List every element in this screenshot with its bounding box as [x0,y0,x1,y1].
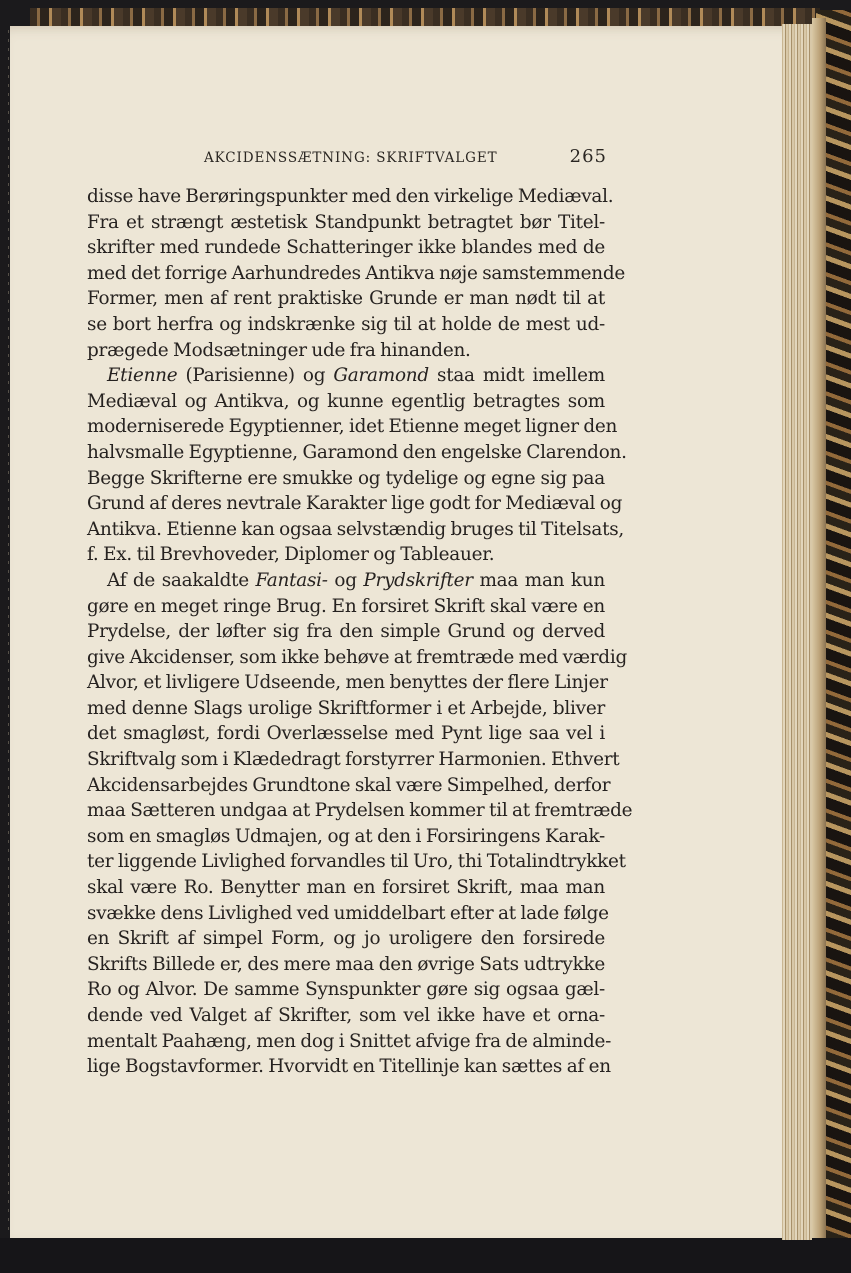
text-line: halvsmalle Egyptienne, Garamond den engelske Clarendon. [87,441,627,463]
text-line: se bort herfra og indskrænke sig til at holde de mest ud- [87,313,605,335]
text-line [87,568,605,594]
text-line: Grund af deres nevtrale Karakter lige godt for Mediæval og [87,493,623,515]
text-line: Former, men af rent praktiske Grunde er man nødt til at [87,288,605,310]
body-text [87,184,633,1080]
text-line: Mediæval og Antikva, og kunne egentlig betragtes som [87,390,605,412]
page-number: 265 [569,146,607,167]
italic-term: Prydskrifter [363,569,473,591]
italic-term: Etienne [107,365,178,387]
text-line: ter liggende Livlighed forvandles til Uro, thi Totalindtrykket [87,851,626,873]
text-line: disse have Berøringspunkter med den virkelige Mediæval. [87,186,614,207]
text-line: Alvor, et livligere Udseende, men benyttes der flere Linjer [87,672,608,694]
text-run: (Parisienne) og [177,365,334,387]
text-line [87,363,605,389]
running-head [87,146,617,170]
text-line: som en smagløs Udmajen, og at den i Forsiringens Karak- [87,825,605,847]
text-line: Fra et strængt æstetisk Standpunkt betragtet bør Titel- [87,211,605,233]
text-line: moderniserede Egyptienner, idet Etienne meget ligner den [87,416,618,438]
text-line: mentalt Paahæng, men dog i Snittet afvige fra de alminde- [87,1030,612,1052]
text-line: med denne Slags urolige Skriftformer i et Arbejde, bliver [87,697,605,719]
text-line: gøre en meget ringe Brug. En forsiret Skrift skal være en [87,595,605,617]
gutter-marks [8,30,9,1230]
bottom-cover [0,1238,851,1273]
text-line: skal være Ro. Benytter man en forsiret Skrift, maa man [87,877,605,899]
text-line: Antikva. Etienne kan ogsaa selvstændig bruges til Titelsats, [87,518,624,540]
running-title: AKCIDENSSÆTNING: SKRIFTVALGET [204,150,498,166]
text-run: Af de saakaldte [107,569,256,591]
text-line: give Akcidenser, som ikke behøve at fremtræde med værdig [87,646,627,668]
text-line: Akcidensarbejdes Grundtone skal være Simpelhed, derfor [87,774,611,796]
text-line: med det forrige Aarhundredes Antikva nøje samstemmende [87,262,626,284]
text-line: maa Sætteren undgaa at Prydelsen kommer til at fremtræde [87,800,633,822]
text-run: og [327,569,364,591]
text-line: det smagløst, fordi Overlæsselse med Pynt lige saa vel i [87,723,605,745]
text-line: Skriftvalg som i Klædedragt forstyrrer Harmonien. Ethvert [87,749,620,771]
text-line: Skrifts Billede er, des mere maa den øvrige Sats udtrykke [87,953,605,975]
italic-term: Garamond [333,365,429,387]
text-line: dende ved Valget af Skrifter, som vel ikke have et orna- [87,1005,605,1026]
text-line: Ro og Alvor. De samme Synspunkter gøre sig ogsaa gæl- [87,979,605,1001]
text-line: prægede Modsætninger ude fra hinanden. [87,339,471,361]
text-run: maa man kun [472,569,605,591]
text-line: skrifter med rundede Schatteringer ikke blandes med de [87,237,605,259]
text-line: svække dens Livlighed ved umiddelbart efter at lade følge [87,902,609,924]
text-line: lige Bogstavformer. Hvorvidt en Titellinje kan sættes af en [87,1056,611,1078]
marbled-cover-top [30,8,820,26]
page-edges [782,24,812,1240]
text-run: staa midt imellem [428,365,605,387]
italic-term: Fantasi- [255,569,328,591]
text-line: en Skrift af simpel Form, og jo uroligere den forsirede [87,928,605,950]
text-line: Prydelse, der løfter sig fra den simple Grund og derved [87,621,605,643]
text-line: f. Ex. til Brevhoveder, Diplomer og Tableauer. [87,544,495,566]
cover-board-edge [812,18,826,1238]
text-line: Begge Skrifterne ere smukke og tydelige og egne sig paa [87,467,605,489]
